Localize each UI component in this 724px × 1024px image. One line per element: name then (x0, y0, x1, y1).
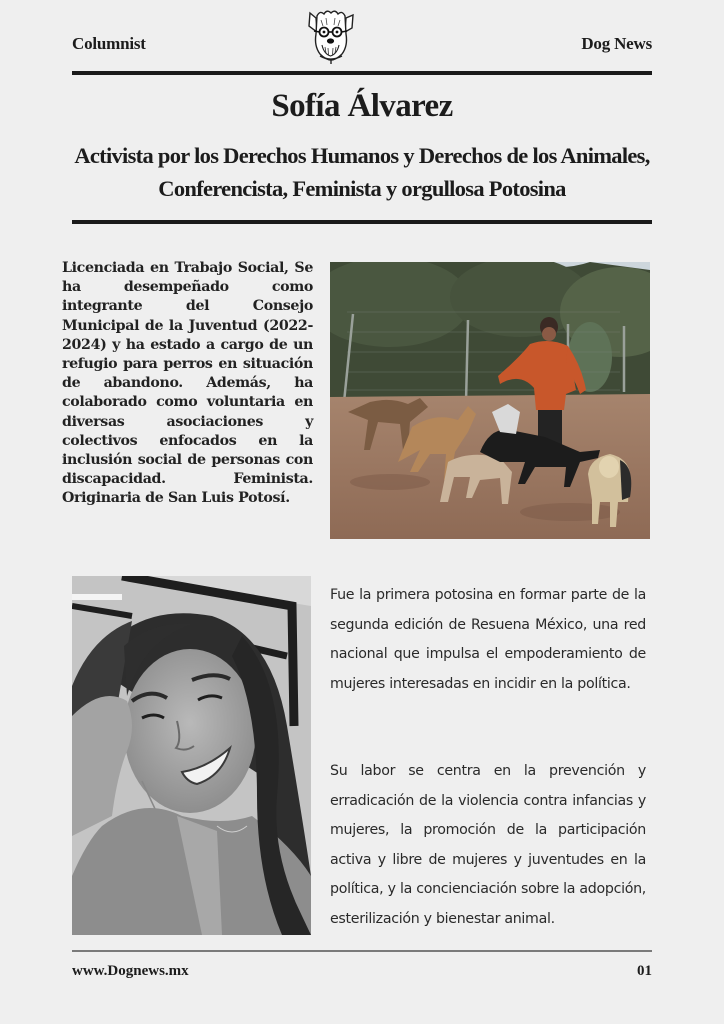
paragraph-labor: Su labor se centra en la prevención y erradicación de la violencia contra infancias y mujeres, la promoción de la participación activa y libre de mujeres y juventudes en la política, y la concienciación sobre la adopción, esterilización y bienestar animal. (330, 763, 646, 927)
page-subtitle: Activista por los Derechos Humanos y Derechos de los Animales, Conferencista, Feminista y orgullosa Potosina (74, 143, 650, 201)
paragraph-resuena: Fue la primera potosina en formar parte de la segunda edición de Resuena México, una red nacional que impulsa el empoderamiento de mujeres interesadas en incidir en la política. (330, 587, 646, 692)
title-divider (72, 220, 652, 224)
portrait-photo (72, 576, 311, 935)
website-link[interactable]: www.Dognews.mx (72, 963, 189, 979)
section-label-columnist: Columnist (72, 34, 146, 53)
page-number: 01 (637, 963, 652, 979)
publication-name: Dog News (581, 34, 652, 53)
page-title: Sofía Álvarez (271, 88, 453, 124)
header-divider (72, 71, 652, 75)
dog-logo-icon (306, 8, 356, 66)
bio-paragraph: Licenciada en Trabajo Social, Se ha desempeñado como integrante del Consejo Municipal de la Juventud (2022-2024) y ha estado a cargo de un refugio para perros en situación de abandono. Además, ha colaborado como voluntaria en diversas asociaciones y colectivos enfocados en la inclusión social de personas con discapacidad. Feminista. Originaria de San Luis Potosí. (62, 260, 313, 507)
dogs-photo (330, 262, 650, 539)
footer-divider (72, 950, 652, 952)
